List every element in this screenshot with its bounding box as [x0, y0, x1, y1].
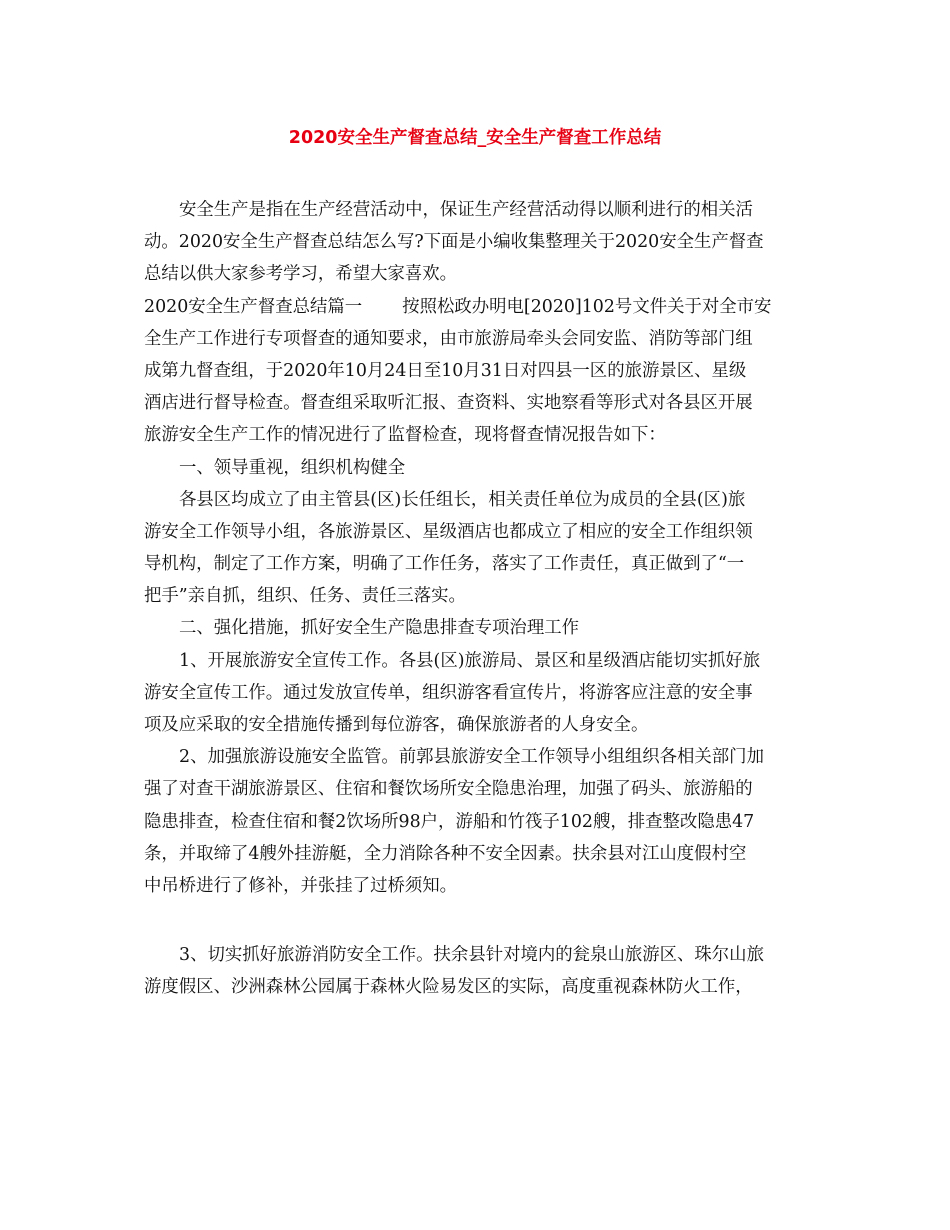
paragraph-line: 游安全宣传工作。通过发放宣传单，组织游客看宣传片，将游客应注意的安全事	[144, 682, 753, 703]
paragraph-line: 游安全工作领导小组，各旅游景区、星级酒店也都成立了相应的安全工作组织领	[144, 521, 753, 542]
paragraph-line: 隐患排查，检查住宿和餐2饮场所98户，游船和竹筏子102艘，排查整改隐患47	[144, 811, 755, 832]
paragraph-line: 全生产工作进行专项督查的通知要求，由市旅游局牵头会同安监、消防等部门组	[144, 328, 753, 349]
paragraph-line: 条，并取缔了4艘外挂游艇，全力消除各种不安全因素。扶余县对江山度假村空	[144, 843, 747, 864]
paragraph-line: 把手”亲自抓，组织、任务、责任三落实。	[144, 586, 466, 607]
paragraph-line: 3、切实抓好旅游消防安全工作。扶余县针对境内的瓮泉山旅游区、珠尔山旅	[179, 945, 764, 966]
paragraph-line: 项及应采取的安全措施传播到每位游客，确保旅游者的人身安全。	[144, 715, 649, 735]
paragraph-line: 强了对查干湖旅游景区、住宿和餐饮场所安全隐患治理，加强了码头、旅游船的	[144, 779, 753, 800]
section-heading: 2020安全生产督查总结篇一	[144, 296, 363, 317]
paragraph-line: 中吊桥进行了修补，并张挂了过桥须知。	[144, 875, 458, 896]
paragraph-line: 旅游安全生产工作的情况进行了监督检查，现将督查情况报告如下：	[144, 425, 666, 446]
section-heading-line	[144, 291, 806, 323]
document-title: 2020安全生产督查总结_安全生产督查工作总结	[288, 128, 662, 148]
paragraph-line: 游度假区、沙洲森林公园属于森林火险易发区的实际，高度重视森林防火工作，	[144, 977, 753, 998]
paragraph-line: 安全生产是指在生产经营活动中，保证生产经营活动得以顺利进行的相关活	[179, 200, 753, 220]
document-body	[144, 194, 806, 1004]
paragraph-text: 按照松政办明电[2020]102号文件关于对全市安	[402, 296, 772, 317]
paragraph-line: 1、开展旅游安全宣传工作。各县(区)旅游局、景区和星级酒店能切实抓好旅	[179, 650, 761, 671]
paragraph-line: 导机构，制定了工作方案，明确了工作任务，落实了工作责任，真正做到了“一	[144, 554, 745, 575]
paragraph-line: 动。2020安全生产督查总结怎么写?下面是小编收集整理关于2020安全生产督查	[144, 232, 764, 253]
subheading: 一、领导重视，组织机构健全	[179, 457, 406, 478]
paragraph-line: 各县区均成立了由主管县(区)长任组长，相关责任单位为成员的全县(区)旅	[179, 489, 746, 510]
paragraph-line: 2、加强旅游设施安全监管。前郭县旅游安全工作领导小组组织各相关部门加	[179, 747, 764, 768]
subheading: 二、强化措施，抓好安全生产隐患排查专项治理工作	[179, 618, 579, 639]
paragraph-gap	[144, 902, 806, 939]
paragraph-line: 总结以供大家参考学习，希望大家喜欢。	[144, 264, 458, 285]
paragraph-line: 酒店进行督导检查。督查组采取听汇报、查资料、实地察看等形式对各县区开展	[144, 393, 753, 414]
paragraph-line: 成第九督查组，于2020年10月24日至10月31日对四县一区的旅游景区、星级	[144, 360, 747, 381]
